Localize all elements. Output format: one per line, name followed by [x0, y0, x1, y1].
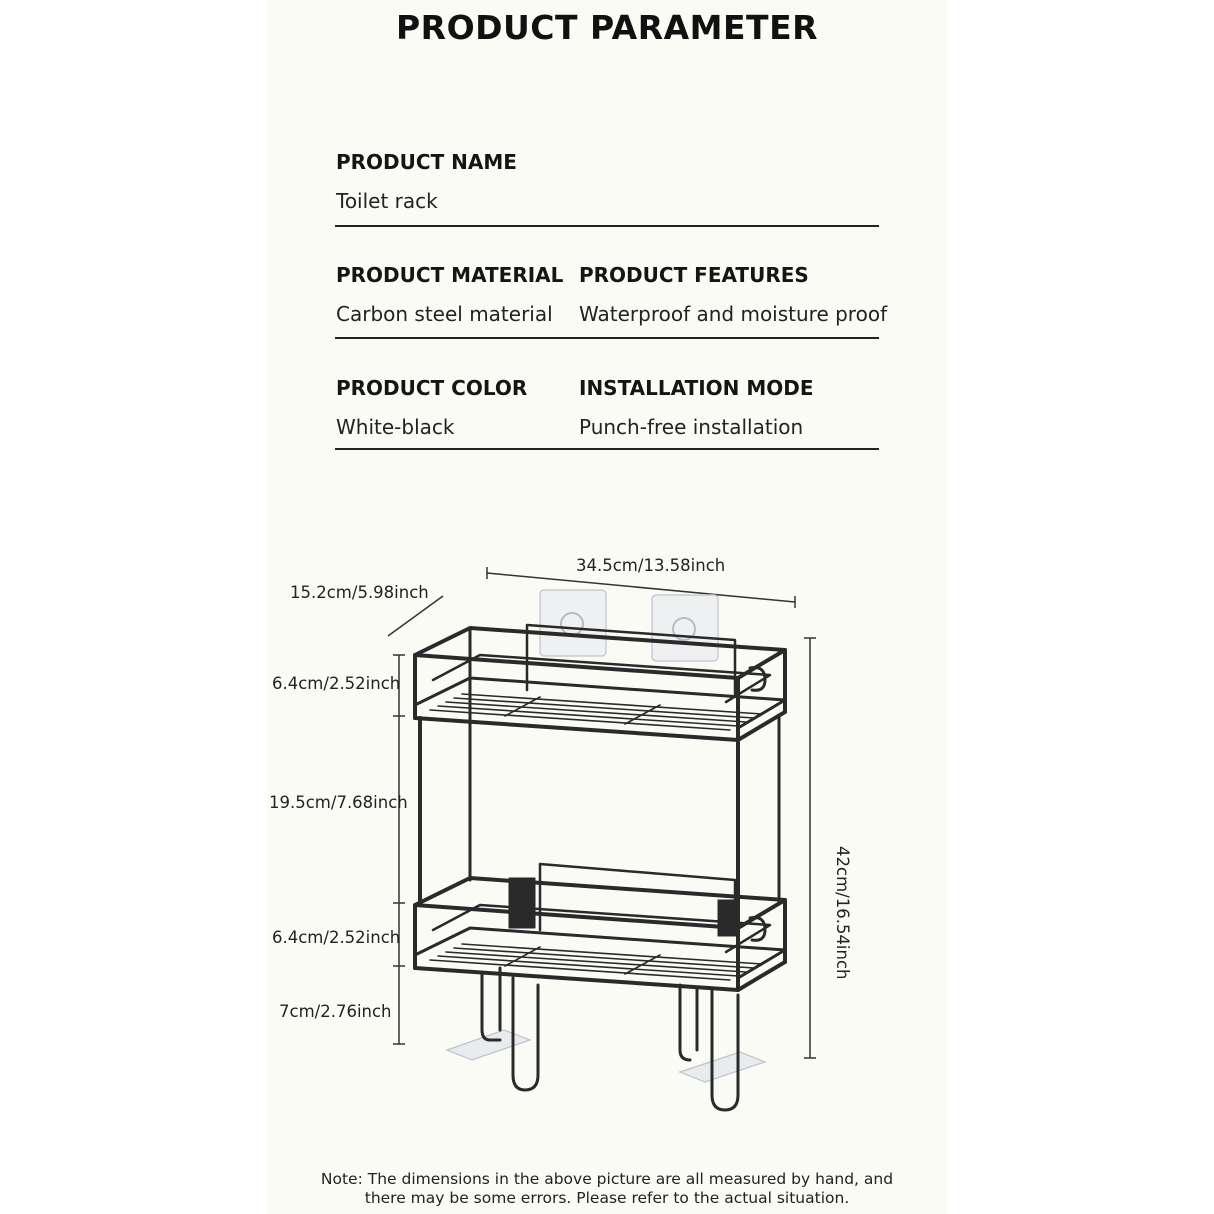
legs-dimension-label: 7cm/2.76inch	[279, 1002, 392, 1021]
width-dimension-label: 34.5cm/13.58inch	[576, 556, 726, 575]
rack-frame	[415, 625, 785, 1110]
product-material-label: PRODUCT MATERIAL	[336, 263, 564, 287]
height-dimension-label: 42cm/16.54inch	[833, 846, 852, 980]
product-features-label: PRODUCT FEATURES	[579, 263, 809, 287]
note-line-2: there may be some errors. Please refer to the actual situation.	[364, 1189, 850, 1207]
product-name-label: PRODUCT NAME	[336, 150, 517, 174]
product-material-value: Carbon steel material	[336, 302, 553, 326]
top-tier-dimension-label: 6.4cm/2.52inch	[272, 674, 401, 693]
product-features-value: Waterproof and moisture proof	[579, 302, 888, 326]
middle-gap-dimension-label: 19.5cm/7.68inch	[269, 793, 408, 812]
product-name-value: Toilet rack	[336, 189, 438, 213]
installation-mode-value: Punch-free installation	[579, 415, 804, 439]
product-color-label: PRODUCT COLOR	[336, 376, 528, 400]
product-color-value: White-black	[336, 415, 455, 439]
installation-mode-label: INSTALLATION MODE	[579, 376, 814, 400]
note-line-1: Note: The dimensions in the above picture are all measured by hand, and	[320, 1170, 894, 1188]
depth-dimension-label: 15.2cm/5.98inch	[290, 583, 429, 602]
page-title: PRODUCT PARAMETER	[395, 8, 819, 47]
bottom-tier-dimension-label: 6.4cm/2.52inch	[272, 928, 401, 947]
